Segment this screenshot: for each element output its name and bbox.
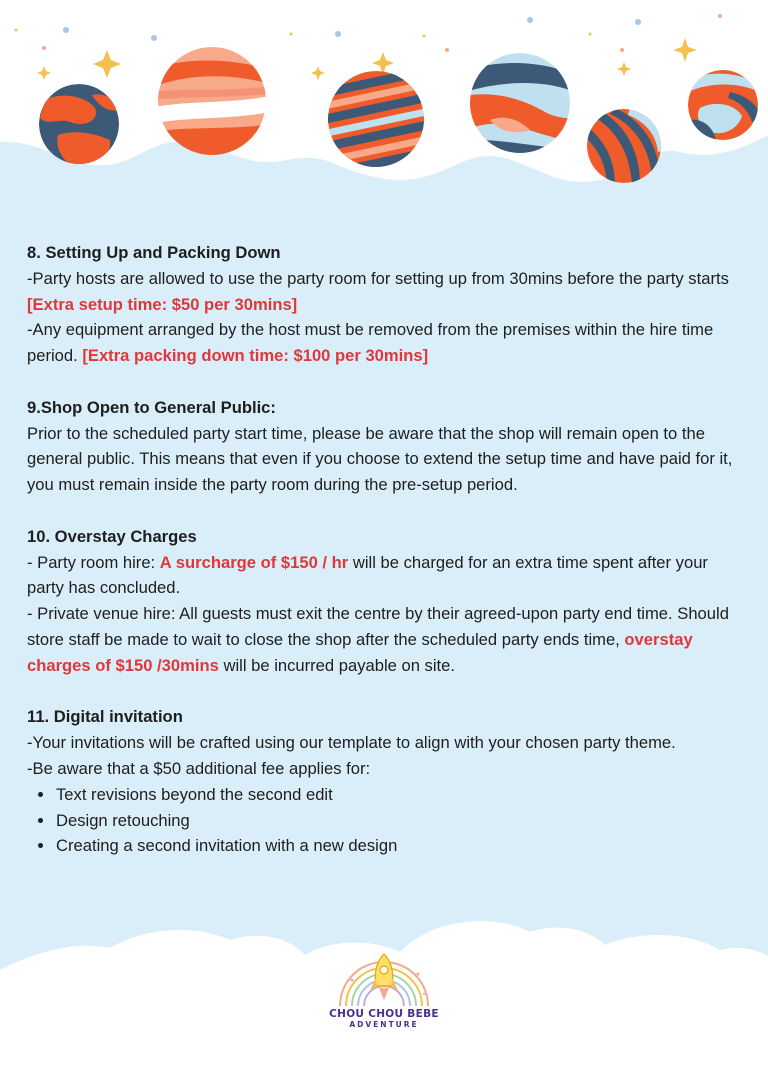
section-paragraph: -Party hosts are allowed to use the party room for setting up from 30mins before the party starts [Extra setup time: $50 per 30mins] (27, 268, 729, 314)
highlight-overstay-charge: overstay charges of $150 /30mins (27, 629, 693, 675)
section-title: 8. Setting Up and Packing Down (27, 243, 281, 262)
fee-list (27, 782, 747, 859)
list-item: • Text revisions beyond the second edit (55, 782, 747, 808)
planets-banner (0, 0, 768, 215)
highlight-packing-fee: [Extra packing down time: $100 per 30mins] (82, 346, 429, 366)
section-paragraph: Prior to the scheduled party start time, please be aware that the shop will remain open to the general public. This means that even if you choose to extend the setup time and have paid for it, you must remain inside the party room during the pre-setup period. (27, 423, 733, 495)
section-title: 10. Overstay Charges (27, 526, 197, 546)
section-digital-invitation (27, 704, 747, 859)
section-shop-open (27, 395, 747, 498)
logo-subtitle: ADVENTURE (349, 1020, 419, 1029)
highlight-setup-fee: [Extra setup time: $50 per 30mins] (27, 294, 298, 314)
section-paragraph: -Your invitations will be crafted using our template to align with your chosen party theme. (27, 733, 676, 753)
section-title: 11. Digital invitation (27, 707, 183, 727)
section-paragraph: -Any equipment arranged by the host must be removed from the premises within the hire time period. [Extra packing down time: $100 per 30mins] (27, 320, 714, 366)
section-paragraph: - Private venue hire: All guests must exit the centre by their agreed-upon party end time. Should store staff be made to wait to close the shop after the scheduled party ends time, overstay charges of $150 /30mins will be incurred payable on site. (27, 604, 729, 675)
rocket-rainbow-icon (332, 950, 436, 1008)
section-overstay (27, 524, 747, 679)
section-paragraph: -Be aware that a $50 additional fee applies for: (27, 758, 371, 778)
brand-logo (328, 950, 440, 1040)
section-title: 9.Shop Open to General Public: (27, 397, 276, 417)
section-paragraph: - Party room hire: A surcharge of $150 / hr will be charged for an extra time spent after your party has concluded. (27, 552, 708, 598)
list-item: • Design retouching (55, 808, 747, 834)
logo-name: CHOU CHOU BEBE (329, 1008, 439, 1020)
section-setting-up (27, 240, 747, 369)
list-item: • Creating a second invitation with a new design (55, 833, 747, 859)
highlight-surcharge: A surcharge of $150 / hr (159, 552, 349, 572)
terms-content (27, 240, 747, 885)
